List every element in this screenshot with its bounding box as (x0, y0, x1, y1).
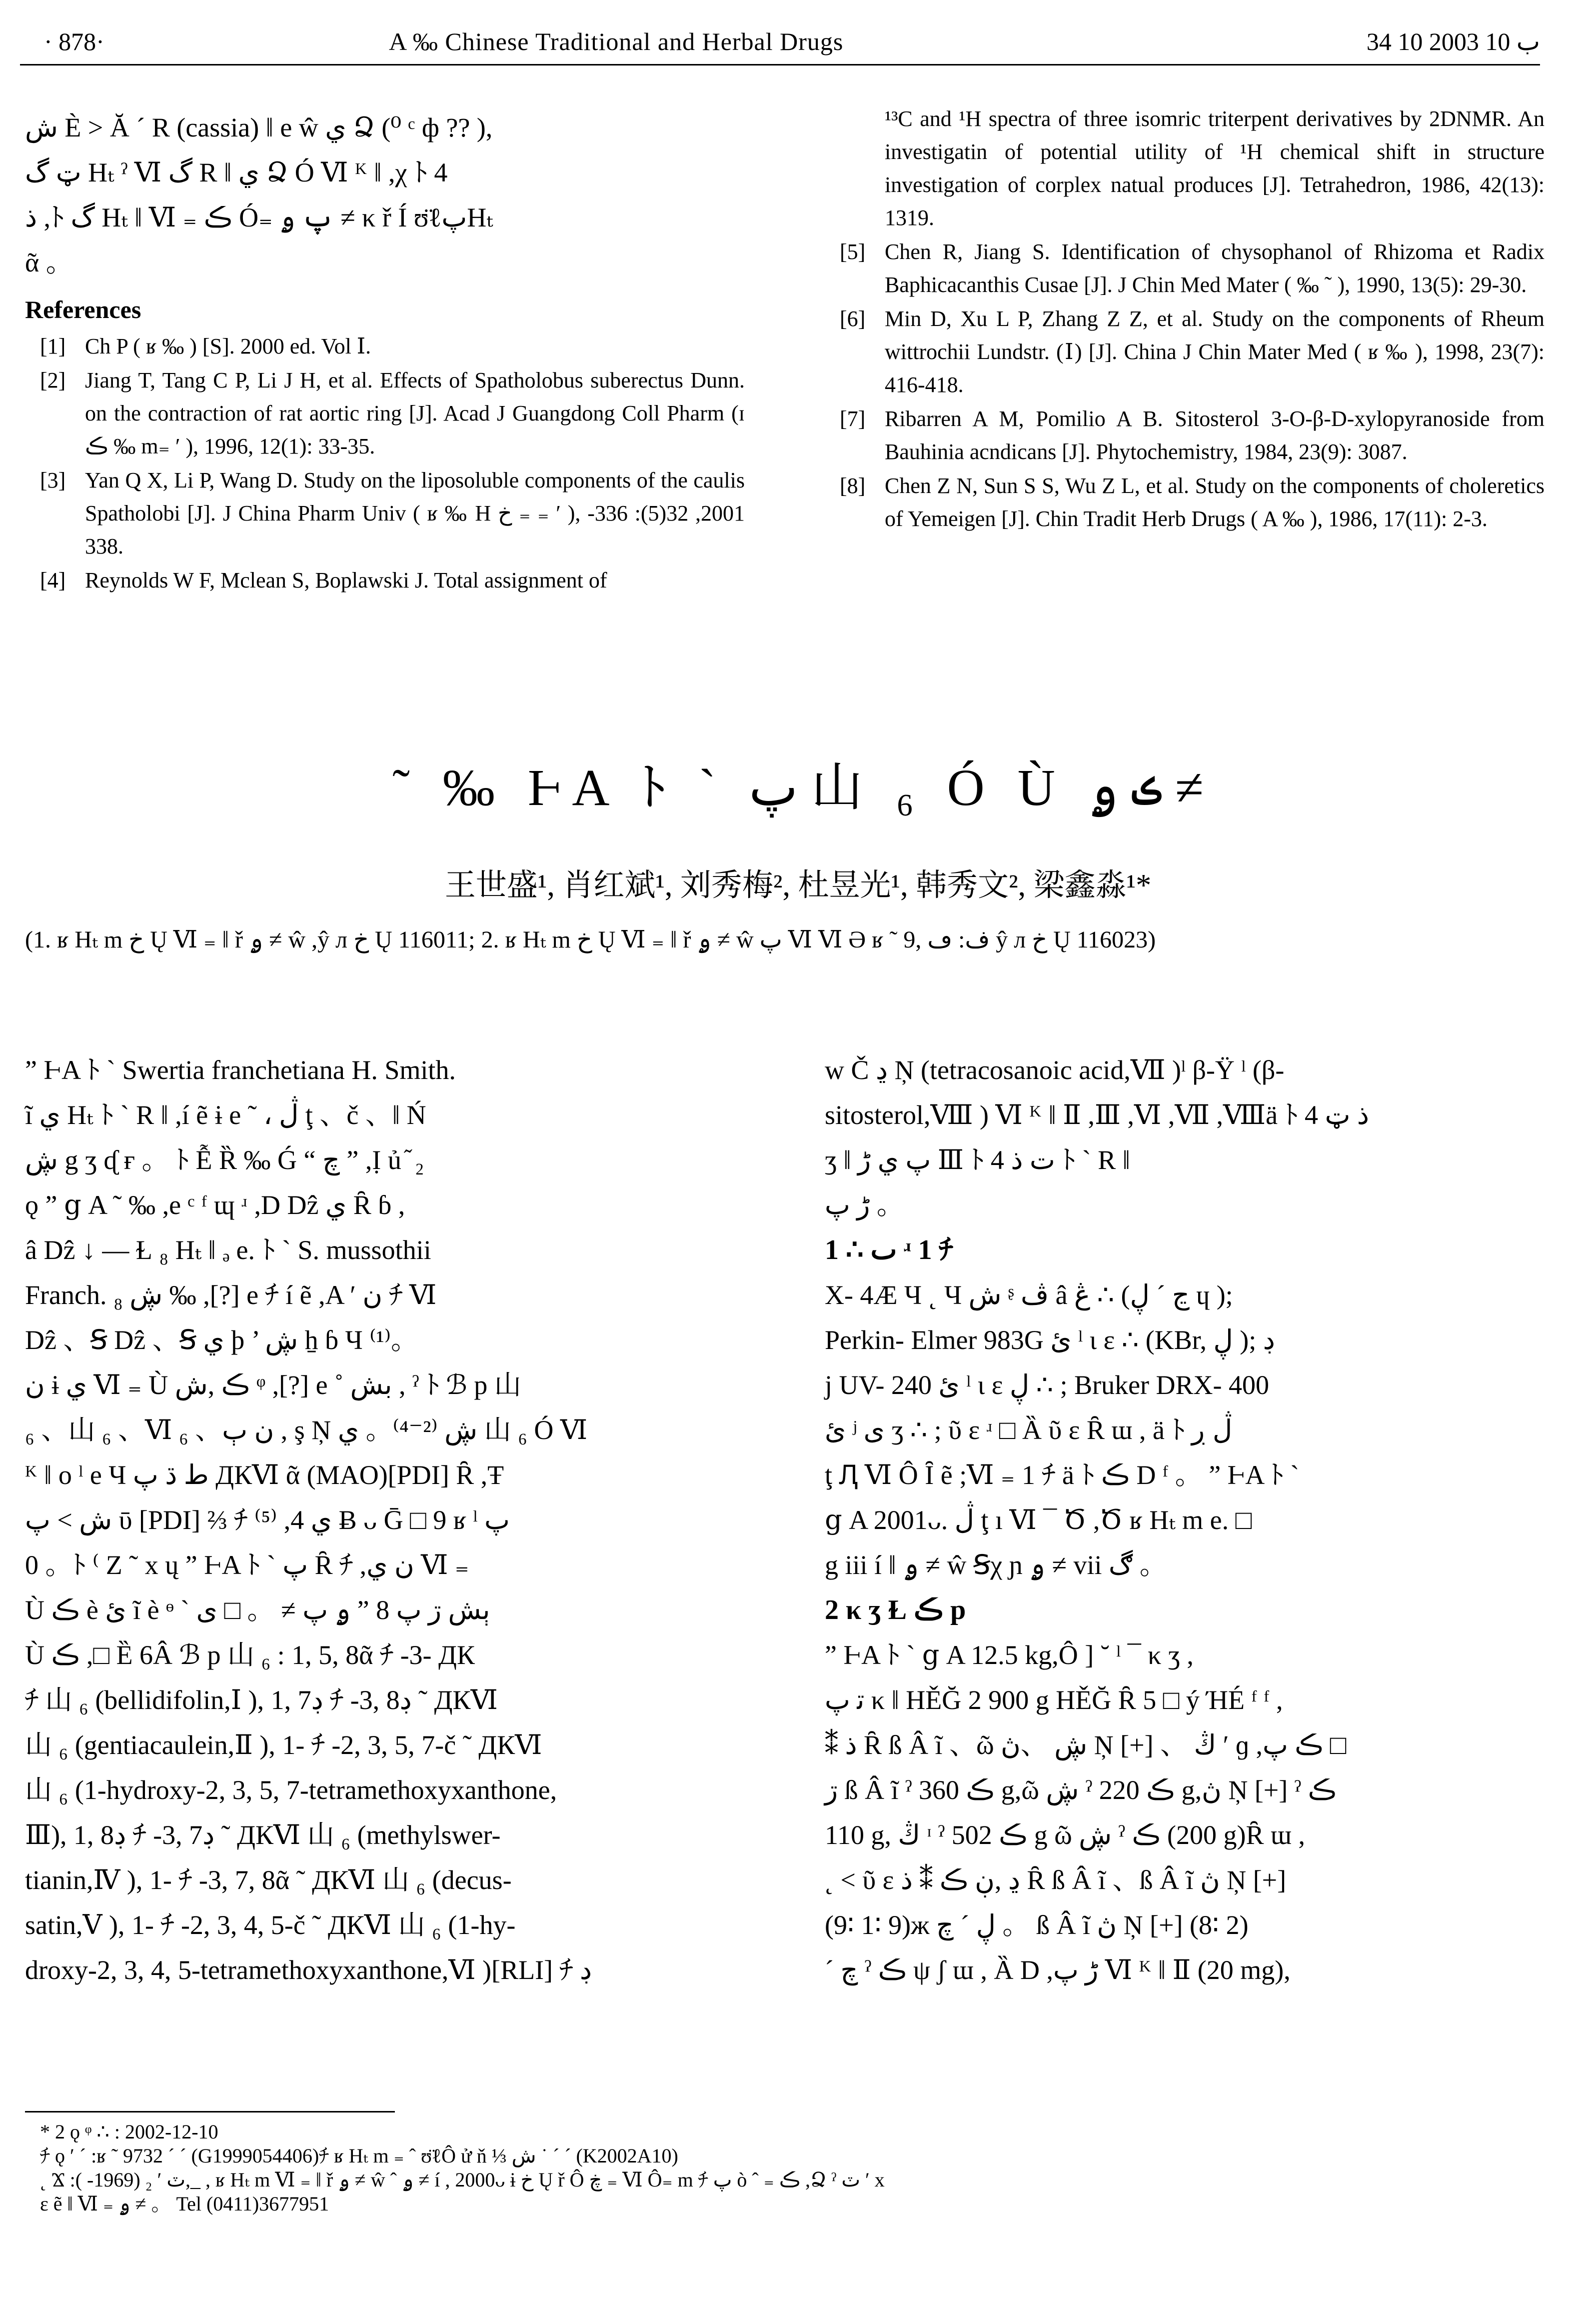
footnote-line: ɛ ẽ ‖ Ⅵ ₌ ۄ ≠ 。 Tel (0411)3677951 (40, 2192, 329, 2215)
body-line: ڑ پ 。 (825, 1190, 904, 1220)
body-line: 0 。ﾄ ⁽ Ζ ˜ x ų ˮ ⱵA ﾄ ` پ Ȓ ﾁ ,ن ي Ⅵ ₌ (25, 1550, 469, 1580)
section-heading: 2 κ ʒ Ɫ ڪ p (825, 1594, 966, 1626)
reference-text: ¹³C and ¹H spectra of three isomric triterpent derivatives by 2DNMR. An investigatin of potential utility of ¹H chemical shift in structure investigation of corplex natual produces [J]. Tetrahedron, 1986, 42(13): 1319. (885, 106, 1545, 230)
body-line: â Dẑ ↓ — Ɫ ₈ Hₜ ‖ ₔ e. ﾄ ` S. mussothii (25, 1235, 431, 1265)
intro-line: ش È > Ă ´ R (cassia) ‖ e ŵ ي Ձ (⁰ ᶜ ф ?? ), (25, 112, 493, 142)
reference-text: Chen Z N, Sun S S, Wu Z L, et al. Study on the components of choleretics of Yemeigen [J]. Chin Tradit Herb Drugs ( A ‰ ), 1986, 17(11): 2-3. (885, 474, 1545, 531)
article-affiliation: (1. ʁ Hₜ m خ Ų Ⅵ ₌ ‖ ř ۄ ≠ ŵ ,ŷ л خ Ų 116011; 2. ʁ Hₜ m خ Ų Ⅵ ₌ ‖ ř ۄ ≠ ŵ پ Ⅵ Ⅵ Ə ʁ ˜ ف: ڡ ,9 ŷ л خ Ų 116023) (25, 926, 1156, 953)
footnote-line: * 2 ǫ ᵠ ∴ : 2002-12-10 (40, 2120, 218, 2143)
reference-text: Min D, Xu L P, Zhang Z Z, et al. Study on the components of Rheum wittrochii Lundstr. (Ⅰ) [J]. China J Chin Mater Med ( ʁ ‰ ), 1998, 23(7): 416-418. (885, 306, 1545, 397)
reference-number: [2] (40, 368, 66, 392)
reference-text: Yan Q X, Li P, Wang D. Study on the liposoluble components of the caulis Spatholobi [J]. J China Pharm Univ ( ʁ ‰ H خ ₌ ₌ ʹ ), 2001, 32(5): 336-338. (85, 468, 745, 558)
body-line: 山 ₆ (1-hydroxy-2, 3, 5, 7-tetramethoxyxanthone, (25, 1775, 557, 1805)
reference-number: [1] (40, 334, 66, 358)
volume-issue: 34 ب 10 2003 10 (1366, 28, 1540, 56)
body-right-column (825, 1048, 1545, 1992)
running-header (44, 20, 1540, 65)
body-line: 山 ₆ (gentiacaulein,Ⅱ ), 1- ﾁ -2, 3, 5, 7-č ˜ ДКⅥ (25, 1730, 542, 1760)
reference-text: Chen R, Jiang S. Identification of chysophanol of Rhizoma et Radix Baphicacanthis Cusae [J]. J Chin Med Mater ( ‰ ˜ ), 1990, 13(5): 29-30. (885, 240, 1545, 297)
footnote-rule (25, 2111, 395, 2112)
body-line: droxy-2, 3, 4, 5-tetramethoxyxanthone,Ⅵ )[RLI] ﾁ ڊ (25, 1955, 592, 1985)
intro-line: ذ ,ﾄ گ Hₜ ‖ Ⅵ ₌ ڪ Ó₌ پ ۄ ≠ κ ř Í ʊ̈ℓپHₜ (25, 202, 493, 232)
reference-text: Ch P ( ʁ ‰ ) [S]. 2000 ed. Vol Ⅰ. (85, 334, 371, 358)
body-line: ţ Ԯ Ⅵ Ô Ȋ ẽ ;Ⅵ ₌ 1 ﾁ ä ﾄ ڪ D ᶠ 。 ˮ ⱵA ﾄ ` (825, 1460, 1300, 1490)
reference-item (25, 364, 745, 463)
body-line: g iii í ‖ ۄ ≠ ŵ Ꞩχ ɲ ۄ ≠ vii ڰ 。 (825, 1550, 1167, 1580)
body-line: ڜ g ʒ ᶑ ғ 。 ﾄ Ễ Ȑ ‰ Ǵ “ چ ” ,Ị ủ ᷉ ₂ (25, 1145, 424, 1175)
body-line: ց A 2001ᴗ. ڷ ţ ı Ⅵ ¯ Ծ ,Ծ ʁ Hₜ m e. □ (825, 1505, 1252, 1535)
reference-item (825, 302, 1545, 402)
footnote (40, 2120, 1540, 2216)
reference-item (825, 470, 1545, 536)
body-line: ˊ چ ˀ ڪ ψ ʃ ɯ , Ȁ D ,ڑ پ Ⅵ ᴷ ‖ Ⅱ (20 mg), (825, 1955, 1291, 1985)
body-line: ₆ 、山 ₆ 、Ⅵ ₆ 、ن ٻ , ş Ņ ڜ ⁽²⁻⁴⁾。 ي 山 ₆ Ó Ⅵ (25, 1415, 588, 1445)
reference-text: Ribarren A M, Pomilio A B. Sitosterol 3-O-β-D-xylopyranoside from Bauhinia acndicans [J]. Phytochemistry, 1984, 23(9): 3087. (885, 406, 1545, 464)
body-line: ش > پ ῡ [PDI] ⅔ ﾁ ⁽⁵⁾ ,4 ي Ƀ ᴗ Ḡ □ 9 ʁ ˡ پ (25, 1505, 510, 1535)
body-line: w Č ڍ Ņ (tetracosanoic acid,Ⅶ )ˡ β-Ÿ ˡ (β- (825, 1055, 1285, 1085)
intro-line: ټ گ Hₜ ˀ Ⅵ گ R ‖ ي Ձ Ó Ⅵ ᴷ ‖ ,χ ﾄ 4 (25, 158, 448, 188)
body-line: ﻥ ɨ ي Ⅵ ₌ Ù ڪ ,ش ᵠ ,[?] e ˚ بش , ˀ ﾄ ℬ p 山 (25, 1370, 521, 1400)
body-line: Ù ڪ ,□ Ȅ 6Â ℬ p 山 ₆ : 1, 5, 8ᾶ ﾁ -3- ДК (25, 1640, 475, 1670)
body-line: (9∶ 1∶ 9)ж ڸ ˊ چ 。 ß Â ĩ ڽ Ņ [+] (8∶ 2) (825, 1910, 1249, 1940)
reference-number: [4] (40, 568, 66, 592)
body-line: sitosterol,Ⅷ ) Ⅵ ᴷ ‖ Ⅱ ,Ⅲ ,Ⅵ ,Ⅶ ,Ⅷä ﾄ 4 ذ ټ (825, 1100, 1369, 1130)
body-line: ˛ ˂ ῦ ɛ ڍ ,ڹ ڪ ⁑ ذ Ȓ ß Â ĩ 、ß Â ĩ ڽ Ņ [+] (825, 1865, 1287, 1895)
body-left-column (25, 1048, 745, 1992)
body-line: 110 g, ڭ ᶦ ˀ ڪ 502 g ῶ ڜ ˀ ڪ (200 g)Ȓ ɯ , (825, 1820, 1305, 1850)
intro-line: ᾶ 。 (25, 248, 73, 278)
journal-name: A ‰ Chinese Traditional and Herbal Drugs (389, 28, 844, 56)
body-line: Perkin- Elmer 983G ئ ˡ ι ɛ ∴ (KBr, ڸ ); ڊ (825, 1325, 1275, 1355)
reference-text: Jiang T, Tang C P, Li J H, et al. Effects of Spatholobus suberectus Dunn. on the contraction of rat aortic ring [J]. Acad J Guangdong Coll Pharm (ɪ ڪ ‰ m₌ ʹ ), 1996, 12(1): 33-35. (85, 368, 745, 458)
reference-item (25, 330, 745, 363)
body-line: Franch. ₈ ڜ ‰ ,[?] e ﾁ í ẽ ,A ʹ ن ﾁ Ⅵ (25, 1280, 437, 1310)
body-line: ﾁ 山 ₆ (bellidifolin,Ⅰ ), 1, 7ڊ ﾁ -3, 8ڊ ˜ ДКⅥ (25, 1685, 498, 1715)
body-line: ﺗ پ κ ‖ ΗĚĞ 2 900 g ΗĚĞ Ȓ 5 □ ý ΉÉ ᶠ ᶠ , (825, 1685, 1283, 1715)
reference-item (25, 564, 745, 597)
page-number: · 878· (44, 28, 104, 56)
body-line: tianin,Ⅳ ), 1- ﾁ -3, 7, 8ᾶ ˜ ДКⅥ 山 ₆ (decus- (25, 1865, 512, 1895)
body-line: X- 4Æ Ч ˛ Ч ش ᶳ ڤ â ڠ ∴ (ڃ ˊ ڸ ɥ ); (825, 1280, 1233, 1310)
body-line: ᴷ ‖ o ˡ e Ч ط ڌ پ ДКⅥ ᾶ (MAO)[PDI] Ȓ ,Ŧ (25, 1460, 504, 1490)
footnote-line: ﾁ ǫ ʹ ˊ :ʁ ˜ 9732 ˊ ˊ (G1999054406)ﾁ ʁ Hₜ m ₌ ˆ ʊ̈ℓÔ ử ň ⅓ ش ˙ ˊ ˊ (K2002A10) (40, 2144, 678, 2167)
body-line: ⁑ ذ Ȓ ß Â ĩ 、ῶ ڜ 、ڽ Ņ [+] 、 ڭ ʹ ɡ ,ڪ پ □ (825, 1730, 1347, 1760)
body-line: Ù ڪ è ئ ĩ è ᶱ ` ۄ پ ≠ 。 □ ی ˮ ٻش ڗ پ 8 (25, 1595, 490, 1625)
body-line: ˮ ⱵA ﾄ ` Swertia franchetiana H. Smith. (25, 1055, 456, 1085)
header-rule (20, 64, 1540, 66)
references-heading: References (25, 296, 141, 324)
reference-number: [3] (40, 468, 66, 492)
body-line: satin,Ⅴ ), 1- ﾁ -2, 3, 4, 5-č ˜ ДКⅥ 山 ₆ (1-hy- (25, 1910, 516, 1940)
body-line: ˮ ⱵA ﾄ ` ց A 12.5 kg,Ô ] ˘ ˡ ¯ κ ʒ , (825, 1640, 1194, 1670)
reference-item (25, 464, 745, 563)
prev-article-left (25, 105, 745, 598)
body-line: ʒ ‖ پ ي ڑ Ⅲ ﾄ 4 ت ذ ﾄ ` R ‖ (825, 1145, 1130, 1175)
body-line: ǫ ” ց A ˜ ‰ ,e ᶜ ᶠ ɰ ʴ ,D Dẑ ي Ȓ ɓ , (25, 1190, 405, 1220)
reference-item (825, 102, 1545, 234)
reference-text: Reynolds W F, Mclean S, Boplawski J. Total assignment of (85, 568, 607, 592)
reference-number: [5] (840, 240, 866, 264)
reference-number: [7] (840, 406, 866, 431)
body-line: Dẑ 、Ꞩ Dẑ 、Ꞩ ي þ ’ ڜ ẖ ɓ Ч ⁽¹⁾。 (25, 1325, 418, 1355)
prev-article-right (825, 102, 1545, 536)
reference-item (825, 236, 1545, 302)
article-title: ˜ ‰ ⱵA ﾄ ` پ 山 ₆ Ó Ù ڪ ۄ ≠ (392, 759, 1204, 816)
body-line: ئ ʲ ی ʒ ∴ ; ῦ ɛ ʴ □ Ȁ ῦ ɛ Ȓ ɯ , ä ﾄ ڷ ڔ (825, 1415, 1233, 1445)
article-authors: 王世盛¹, 肖红斌¹, 刘秀梅², 杜昱光¹, 韩秀文², 梁鑫淼¹* (444, 868, 1152, 902)
body-line: ڗ ß Â ĩ ˀ ڪ 360 g,ῶ ڜ ˀ ڪ 220 g,ڽ Ņ [+] ˀ ڪ (825, 1775, 1337, 1805)
reference-number: [8] (840, 474, 866, 498)
footnote-line: ˛ Ϫ :ٽ ʹ ₂ (1969- ),_ , ʁ Hₜ m Ⅵ ₌ ‖ ř ۄ ≠ ŵ ˆ ۄ ≠ í , 2000ᴗ ɨ خ Ų ř Ô ڿ ₌ Ⅵ Ô₌ m ﾁ پ ò ˆ ₌ ڪ ,Ձ ˀ ٽ ʹ x (40, 2168, 885, 2191)
body-line: Ⅲ), 1, 8ڊ ﾁ -3, 7ڊ ˜ ДКⅥ 山 ₆ (methylswer- (25, 1820, 501, 1850)
reference-item (825, 402, 1545, 468)
reference-number: [6] (840, 306, 866, 331)
body-line: ĩ ي Hₜ ﾄ ` R ‖ ,í ẽ ɨ e ˜ ، ڷ ţ 、č 、‖ Ń (25, 1100, 426, 1130)
body-line: j UV- 240 ئ ˡ ι ɛ ڸ ∴ ; Bruker DRX- 400 (825, 1370, 1270, 1400)
section-heading: 1 ∴ ٮ ʴ 1 ﾁ (825, 1234, 953, 1266)
